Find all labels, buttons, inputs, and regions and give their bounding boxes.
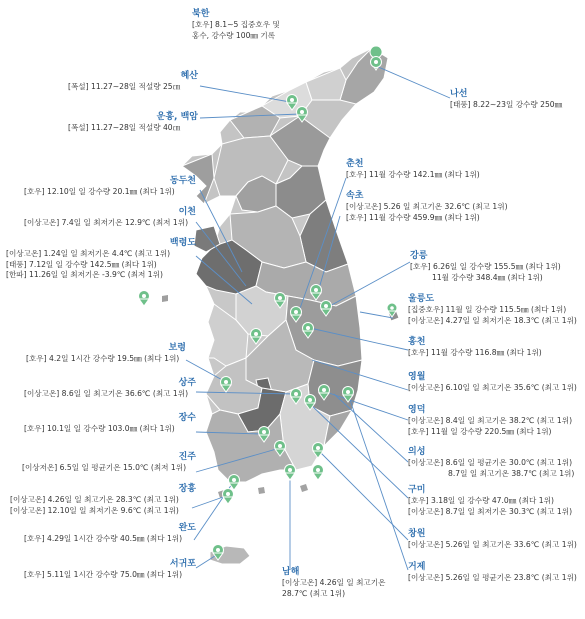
callout-jangheung [10,483,196,516]
event-line: [호우] 11월 강수량 116.8㎜ (최다 1위) [408,348,542,357]
map-pin-icon [313,465,324,481]
callout-jinju [22,451,196,474]
event-line: [호우] 8.1~5 집중호우 및 [192,20,280,29]
callout-changwon [408,528,577,551]
event-line: [호우] 12.10일 일 강수량 20.1㎜ (최다 1위) [24,187,175,196]
event-line: [이상고온] 6.10일 일 최고기온 35.6℃ (최고 1위) [408,383,577,392]
region-name: 영덕 [408,405,426,415]
callout-hyesan [68,70,198,93]
event-line: [폭설] 11.27~28일 적설량 40㎝ [68,123,181,132]
event-line: [호우] 11월 강수량 459.9㎜ (최다 1위) [346,212,480,222]
region-name: 남해 [282,567,300,577]
callout-icheon [24,206,196,229]
region-name: 구미 [408,485,426,495]
event-line: [호우] 5.11일 1시간 강수량 75.0㎜ (최다 1위) [24,570,183,579]
map-pin-icon [285,465,296,481]
callout-baengnyeongdo [6,237,196,281]
event-line: [이상고온] 8.4일 일 최고기온 38.2℃ (최고 1위) [408,416,573,425]
region-name: 창원 [408,529,426,539]
region-name: 완도 [178,523,196,533]
event-line: [이상고온] 5.26 일 최고기온 32.6℃ (최고 1위) [346,202,508,211]
region-name: 북한 [192,9,210,19]
event-line: 11월 강수량 348.4㎜ (최다 1위) [432,272,543,282]
region-name: 이천 [178,207,196,217]
callout-dongducheon [24,175,196,198]
region-name: 춘천 [346,159,364,169]
event-line: [호우] 3.18일 일 강수량 47.0㎜ (최다 1위) [408,496,554,505]
event-line: [호우] 4.29일 1시간 강수량 40.5㎜ (최다 1위) [24,534,183,543]
event-line: 8.7일 일 최고기온 38.7℃ (최고 1위) [448,468,575,478]
map-pin-icon [223,489,234,505]
region-name: 의성 [408,447,426,457]
map-pin-icon [139,291,150,307]
event-line: [이상고온] 1.24일 일 최저기온 4.4℃ (최고 1위) [6,249,171,258]
event-line: [집중호우] 11월 일 강수량 115.5㎜ (최다 1위) [408,305,567,314]
event-line: [이상고온] 7.4일 일 최저기온 12.9℃ (최저 1위) [24,218,189,227]
region-name: 운흥, 백암 [156,112,198,122]
region-name: 서귀포 [169,559,196,569]
event-line: [태풍] 8.22~23일 강수량 250㎜ [450,100,563,109]
callout-ulleungdo [408,293,577,326]
map-pin-icon [229,475,240,491]
event-line: 홍수, 강수량 100㎜ 기록 [192,30,276,40]
region-name: 진주 [178,452,196,462]
event-line: [이상고온] 4.26일 일 최고기온 28.3℃ (최고 1위) [10,495,179,504]
callout-hongcheon [408,336,542,359]
region-name: 혜산 [180,71,198,81]
callout-geoje [408,561,577,584]
region-name: 거제 [408,562,426,572]
event-line: [호우] 10.1일 일 강수량 103.0㎜ (최다 1위) [24,424,175,433]
event-line: [이상고온] 8.6일 일 평균기온 30.0℃ (최고 1위) [408,458,573,467]
callout-uiseong [408,446,574,479]
event-line: [이상고온] 4.26일 일 최고기온 [282,578,386,587]
event-line: [이상고온] 8.7일 일 최저기온 30.3℃ (최고 1위) [408,506,573,516]
event-line: [폭설] 11.27~28일 적설량 25㎝ [68,82,181,91]
callout-yeongwol [408,371,577,394]
event-line: [호우] 11월 강수량 142.1㎜ (최다 1위) [346,170,480,179]
event-line: [이상고온] 5.26일 일 평균기온 23.8℃ (최고 1위) [408,573,577,582]
region-name: 상주 [178,378,196,388]
callout-sangju [24,377,196,400]
callout-seogwipo [24,558,196,581]
south-korea-landmass [194,166,362,482]
callout-bukhan [192,8,280,41]
event-line: [호우] 6.26일 일 강수량 155.5㎜ (최다 1위) [410,262,561,271]
region-name: 보령 [168,343,186,353]
region-name: 나선 [450,89,468,99]
region-name: 동두천 [169,176,196,186]
region-name: 백령도 [169,238,196,248]
region-name: 영월 [408,372,426,382]
event-line: 28.7℃ (최고 1위) [282,588,346,598]
event-line: [태풍] 7.12일 일 강수량 142.5㎜ (최다 1위) [6,259,157,269]
event-line: [한파] 11.26일 일 최저기온 -3.9℃ (최저 1위) [6,270,163,279]
event-line: [이상고온] 4.27일 일 최저기온 18.3℃ (최고 1위) [408,315,577,325]
baengnyeong-island [162,295,168,302]
region-name: 속초 [346,191,364,201]
region-name: 장흥 [178,484,196,494]
callout-wando [24,522,196,545]
callout-gumi [408,484,572,517]
callout-unheung [68,111,198,134]
event-line: [호우] 11월 일 강수량 220.5㎜ (최다 1위) [408,426,552,436]
event-line: [이상저온] 6.5일 일 평균기온 15.0℃ (최저 1위) [22,463,187,472]
event-line: [호우] 4.2일 1시간 강수량 19.5㎜ (최다 1위) [26,354,180,363]
event-line: [이상고온] 5.26일 일 최고기온 33.6℃ (최고 1위) [408,540,577,549]
callout-yeongdeok [408,404,572,437]
callout-jangsu [24,412,196,435]
event-line: [이상고온] 8.6일 일 최고기온 36.6℃ (최고 1위) [24,389,189,398]
callout-chuncheon [346,158,480,181]
region-name: 울릉도 [408,294,435,304]
callout-naseon [450,88,562,111]
callout-namhae [282,566,385,599]
region-name: 장수 [178,413,196,423]
callout-boryeong [26,342,186,365]
callout-sokcho [346,190,508,223]
region-name: 홍천 [408,337,426,347]
event-line: [이상고온] 12.10일 일 최저기온 9.6℃ (최고 1위) [10,505,179,515]
region-name: 강릉 [410,251,428,261]
callout-gangneung [410,250,561,283]
